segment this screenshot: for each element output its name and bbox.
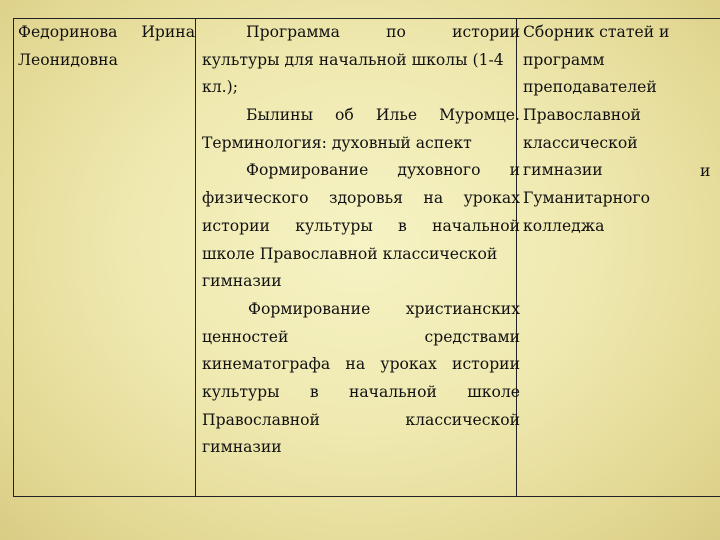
author-cell — [18, 19, 195, 74]
source-line-6: гимназии — [523, 161, 603, 180]
works-word: в — [398, 216, 407, 235]
works-line-7 — [202, 185, 520, 213]
works-word: кинематографа — [202, 355, 331, 374]
works-line-15 — [202, 407, 520, 435]
source-line-8: колледжа — [523, 216, 605, 235]
works-line-4 — [202, 102, 520, 130]
works-word: ценностей — [202, 327, 289, 346]
works-word: Православной — [202, 410, 320, 429]
works-word: здоровья — [328, 189, 403, 208]
works-word: начальной — [348, 382, 437, 401]
works-word: в — [309, 382, 319, 401]
source-line-5: классической — [523, 133, 638, 152]
works-line-5: Терминология: духовный аспект — [202, 133, 472, 152]
works-cell — [202, 19, 520, 462]
author-surname: Федоринова — [18, 23, 118, 41]
source-line-4: Православной — [523, 106, 641, 125]
works-word: Былины — [246, 106, 313, 125]
author-first-name: Ирина — [141, 23, 195, 41]
works-word: Муромце. — [439, 106, 520, 125]
works-word: Формирование — [246, 161, 369, 180]
works-word: Формирование — [248, 299, 371, 318]
works-word: средствами — [424, 327, 520, 346]
works-word: истории — [452, 355, 520, 374]
source-conjunction: и — [700, 162, 711, 180]
author-line-1 — [18, 19, 195, 47]
works-line-13 — [202, 351, 520, 379]
author-patronymic: Леонидовна — [18, 50, 118, 69]
works-word: по — [386, 23, 406, 41]
source-cell — [523, 19, 720, 241]
works-line-14 — [202, 379, 520, 407]
works-word: Программа — [246, 23, 340, 41]
works-line-1 — [202, 19, 520, 47]
works-word: уроках — [380, 355, 437, 374]
works-line-10: гимназии — [202, 272, 282, 291]
works-line-11 — [202, 296, 520, 324]
works-word: уроках — [463, 189, 520, 208]
works-word: классической — [405, 410, 520, 429]
works-table — [13, 18, 720, 497]
works-word: христианских — [405, 299, 520, 318]
works-line-6 — [202, 157, 520, 185]
works-line-16: гимназии — [202, 438, 282, 457]
works-word: истории — [452, 23, 520, 41]
source-line-3: преподавателей — [523, 78, 657, 97]
works-word: истории — [202, 216, 270, 235]
works-word: культуры — [295, 216, 373, 235]
works-word: культуры — [202, 382, 280, 401]
works-word: и — [509, 161, 520, 180]
works-word: школе — [467, 382, 520, 401]
column-divider-1 — [195, 19, 196, 496]
works-word: начальной — [432, 216, 520, 235]
works-line-8 — [202, 213, 520, 241]
works-line-12 — [202, 324, 520, 352]
source-line-2: программ — [523, 50, 605, 69]
works-line-9: школе Православной классической — [202, 244, 498, 263]
works-word: на — [423, 189, 444, 208]
works-line-3: кл.); — [202, 78, 238, 97]
works-line-2: культуры для начальной школы (1-4 — [202, 50, 504, 69]
works-word: об — [335, 106, 354, 125]
works-word: Илье — [375, 106, 418, 125]
works-word: физического — [202, 189, 309, 208]
source-line-1: Сборник статей и — [523, 23, 670, 41]
source-line-7: Гуманитарного — [523, 189, 650, 208]
works-word: на — [345, 355, 366, 374]
works-word: духовного — [397, 161, 481, 180]
